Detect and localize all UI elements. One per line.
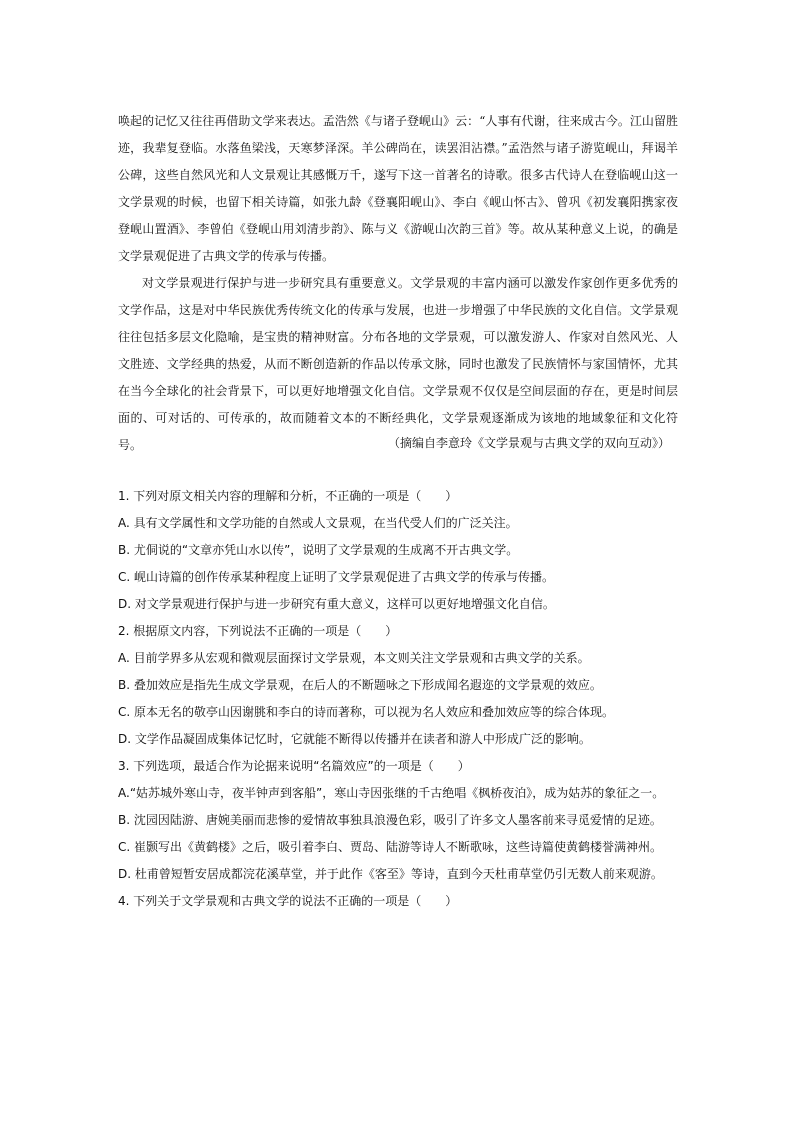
answer-option[interactable]: A. 目前学界多从宏观和微观层面探讨文学景观，本文则关注文学景观和古典文学的关系。	[118, 651, 590, 665]
answer-option[interactable]: D. 文学作品凝固成集体记忆时，它就能不断得以传播并在读者和游人中形成广泛的影响。	[118, 732, 591, 746]
question-item	[118, 753, 678, 888]
answer-option[interactable]: A.“姑苏城外寒山寺，夜半钟声到客船”，寒山寺因张继的千古绝唱《枫桥夜泊》，成为姑苏的象征之一。	[118, 786, 665, 800]
question-stem: 4. 下列关于文学景观和古典文学的说法不正确的一项是（ ）	[118, 894, 458, 908]
question-item	[118, 618, 678, 753]
answer-option[interactable]: A. 具有文学属性和文学功能的自然或人文景观，在当代受人们的广泛关注。	[118, 516, 518, 530]
passage-paragraph: 唤起的记忆又往往再借助文学来表达。孟浩然《与诸子登岘山》云：“人事有代谢，往来成古今。江山留胜迹，我辈复登临。水落鱼梁浅，天寒梦泽深。羊公碑尚在，读罢泪沾襟。”孟浩然与诸子游览岘山，拜谒羊公碑，这些自然风光和人文景观让其感慨万千，遂写下这一首著名的诗歌。很多古代诗人在登临岘山这一文学景观的时候，也留下相关诗篇，如张九龄《登襄阳岘山》、李白《岘山怀古》、曾巩《初发襄阳携家夜登岘山置酒》、李曾伯《登岘山用刘清步韵》、陈与义《游岘山次韵三首》等。故从某种意义上说，的确是文学景观促进了古典文学的传承与传播。	[118, 114, 678, 263]
answer-option[interactable]: D. 对文学景观进行保护与进一步研究有重大意义，这样可以更好地增强文化自信。	[118, 597, 555, 611]
question-item	[118, 888, 678, 915]
answer-option[interactable]: B. 叠加效应是指先生成文学景观，在后人的不断题咏之下形成闻名遐迩的文学景观的效应。	[118, 678, 602, 692]
answer-option[interactable]: B. 尤侗说的“文章亦凭山水以传”，说明了文学景观的生成离不开古典文学。	[118, 543, 519, 557]
answer-option[interactable]: C. 崔颢写出《黄鹤楼》之后，吸引着李白、贾岛、陆游等诗人不断歌咏，这些诗篇使黄鹤楼誉满神州。	[118, 840, 663, 854]
question-item	[118, 483, 678, 618]
question-stem: 3. 下列选项，最适合作为论据来说明“名篇效应”的一项是（ ）	[118, 759, 470, 773]
passage-source: （摘编自李意玲《文学景观与古典文学的双向互动》）	[387, 436, 670, 450]
answer-option[interactable]: D. 杜甫曾短暂安居成都浣花溪草堂，并于此作《客至》等诗，直到今天杜甫草堂仍引无数人前来观游。	[118, 867, 663, 881]
passage-paragraph: 对文学景观进行保护与进一步研究具有重要意义。文学景观的丰富内涵可以激发作家创作更多优秀的文学作品，这是对中华民族优秀传统文化的传承与发展，也进一步增强了中华民族的文化自信。文学景观往往包括多层文化隐喻，是宝贵的精神财富。分布各地的文学景观，可以激发游人、作家对自然风光、人文胜迹、文学经典的热爱，从而不断创造新的作品以传承文脉，同时也激发了民族情怀与家国情怀，尤其在当今全球化的社会背景下，可以更好地增强文化自信。文学景观不仅仅是空间层面的存在，更是时间层面的、可对话的、可传承的，故而随着文本的不断经典化，文学景观逐渐成为该地的地域象征和文化符号。	[118, 276, 678, 452]
question-stem: 1. 下列对原文相关内容的理解和分析，不正确的一项是（ ）	[118, 489, 458, 503]
answer-option[interactable]: C. 原本无名的敬亭山因谢朓和李白的诗而著称，可以视为名人效应和叠加效应等的综合体现。	[118, 705, 615, 719]
reading-passage	[118, 108, 678, 459]
answer-option[interactable]: C. 岘山诗篇的创作传承某种程度上证明了文学景观促进了古典文学的传承与传播。	[118, 570, 555, 584]
answer-option[interactable]: B. 沈园因陆游、唐婉美丽而悲惨的爱情故事独具浪漫色彩，吸引了许多文人墨客前来寻觅爱情的足迹。	[118, 813, 662, 827]
question-list	[118, 483, 678, 915]
question-stem: 2. 根据原文内容，下列说法不正确的一项是（ ）	[118, 624, 398, 638]
